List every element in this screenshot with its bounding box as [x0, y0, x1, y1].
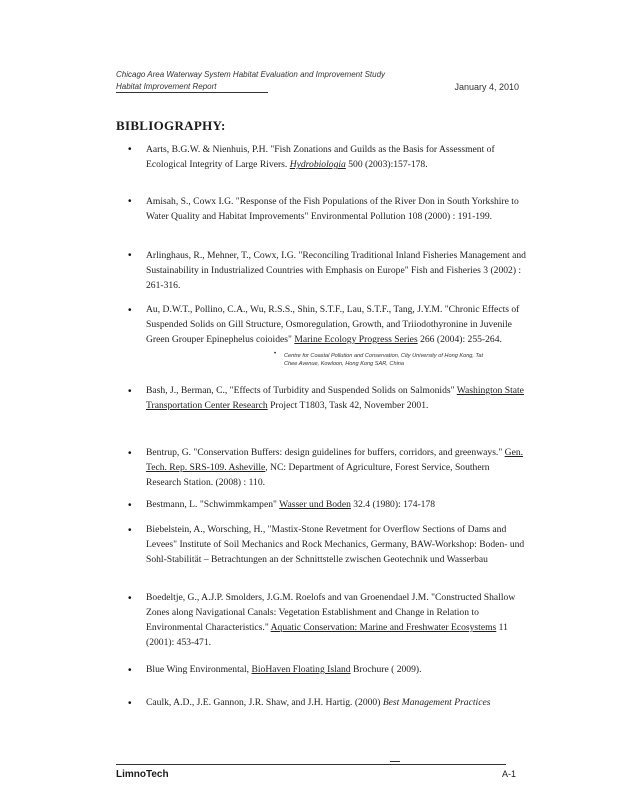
entry-rest: Project T1803, Task 42, November 2001.: [267, 400, 429, 411]
bullet-icon: •: [128, 525, 132, 536]
bibliography-entry: [146, 142, 526, 172]
entry-text: Arlinghaus, R., Mehner, T., Cowx, I.G. "Reconciling Traditional Inland Fisheries Management and Sustainability in Industrialized Countries with Emphasis on Europe" Fish and Fisheries 3 (2002) : 261-316.: [146, 250, 526, 291]
entry-text: Au, D.W.T., Pollino, C.A., Wu, R.S.S., Shin, S.T.F., Lau, S.T.F., Tang, J.Y.M. "Chronic Effects of Suspended Solids on Gill Structure, Osmoregulation, Growth, and Triiodothyronine in Juvenile Green Grouper Epinephelus coioides": [146, 304, 520, 345]
entry-rest: 32.4 (1980): 174-178: [350, 499, 436, 510]
entry-text: Blue Wing Environmental,: [146, 664, 252, 675]
entry-rest: 11 (2001): 453-471.: [146, 622, 508, 648]
bullet-icon: •: [128, 665, 132, 676]
entry-text: Boedeltje, G., A.J.P. Smolders, J.G.M. Roelofs and van Groenendael J.M. "Constructed Shallow Zones along Navigational Canals: Vegetation Establishment and Change in Relation to Environmental Characteristics.": [146, 592, 516, 633]
header-study-title: Chicago Area Waterway System Habitat Evaluation and Improvement Study: [116, 70, 386, 79]
bibliography-entry: [146, 445, 526, 490]
bibliography-entry: [146, 194, 526, 224]
entry-rest: 266 (2004): 255-264.: [417, 334, 502, 345]
bibliography-entry: [146, 695, 526, 710]
entry-text: Aarts, B.G.W. & Nienhuis, P.H. "Fish Zonations and Guilds as the Basis for Assessment of Ecological Integrity of Large Rivers.: [146, 144, 495, 170]
page-number: A-1: [502, 769, 517, 779]
page-title: BIBLIOGRAPHY:: [116, 118, 226, 133]
entry-italic-title: Best Management Practices: [382, 697, 491, 708]
entry-journal: BioHaven Floating Island: [251, 664, 351, 675]
bibliography-entry: [146, 383, 526, 413]
entry-journal: Washington State Transportation Center Research: [146, 385, 524, 411]
bullet-icon: •: [128, 386, 132, 397]
bibliography-entry: [146, 662, 526, 677]
footer-rule: [116, 764, 506, 765]
footer-company: LimnoTech: [116, 769, 169, 780]
entry-journal: Gen. Tech. Rep. SRS-109. Asheville: [146, 447, 524, 473]
bibliography-entry: [146, 497, 526, 512]
affiliation-bullet-icon: •: [274, 351, 277, 357]
entry-text: Biebelstein, A., Worsching, H., "Mastix-Stone Revetment for Overflow Sections of Dams and Levees" Institute of Soil Mechanics and Rock Mechanics, Germany, BAW-Workshop: Boden- und Sohl-Stabilität – Betrachtungen an der Schnittstelle zwischen Geotechnik und Wasserbau: [146, 524, 525, 565]
entry-journal: Wasser und Boden: [279, 499, 351, 510]
entry-text: Amisah, S., Cowx I.G. "Response of the Fish Populations of the River Don in South Yorkshire to Water Quality and Habitat Improvements" Environmental Pollution 108 (2000) : 191-199.: [146, 196, 519, 222]
header-report-title: Habitat Improvement Report: [116, 82, 217, 91]
entry-rest: Brochure ( 2009).: [350, 664, 422, 675]
bullet-icon: •: [128, 698, 132, 709]
entry-rest: 500 (2003):157-178.: [345, 159, 428, 170]
footer-mark: [390, 761, 400, 762]
entry-journal: Aquatic Conservation: Marine and Freshwater Ecosystems: [270, 622, 497, 633]
entry-text: Bentrup, G. "Conservation Buffers: design guidelines for buffers, corridors, and greenways.": [146, 447, 505, 458]
author-affiliation: Centre for Coastal Pollution and Conservation, City University of Hong Kong, Tat Chee Avenue, Kowloon, Hong Kong SAR, China: [284, 353, 484, 367]
entry-text: Bash, J., Berman, C., "Effects of Turbidity and Suspended Solids on Salmonids": [146, 385, 457, 396]
entry-text: Caulk, A.D., J.E. Gannon, J.R. Shaw, and J.H. Hartig. (2000): [146, 697, 383, 708]
entry-journal: Hydrobiologia: [289, 159, 346, 170]
entry-rest: , NC: Department of Agriculture, Forest Service, Southern Research Station. (2008) : 110.: [146, 462, 490, 488]
bibliography-entry: [146, 522, 526, 567]
bullet-icon: •: [128, 593, 132, 604]
bullet-icon: •: [128, 250, 132, 261]
bullet-icon: •: [128, 305, 132, 316]
bibliography-entry: [146, 590, 526, 650]
bibliography-entry: [146, 248, 526, 293]
bullet-icon: •: [128, 500, 132, 511]
bullet-icon: •: [128, 144, 132, 155]
header-rule: [116, 92, 268, 93]
bullet-icon: •: [128, 448, 132, 459]
bibliography-entry: [146, 302, 526, 347]
header-date: January 4, 2010: [454, 82, 519, 92]
entry-journal: Marine Ecology Progress Series: [294, 334, 418, 345]
entry-text: Bestmann, L. "Schwimmkampen": [146, 499, 280, 510]
bullet-icon: •: [128, 196, 132, 207]
